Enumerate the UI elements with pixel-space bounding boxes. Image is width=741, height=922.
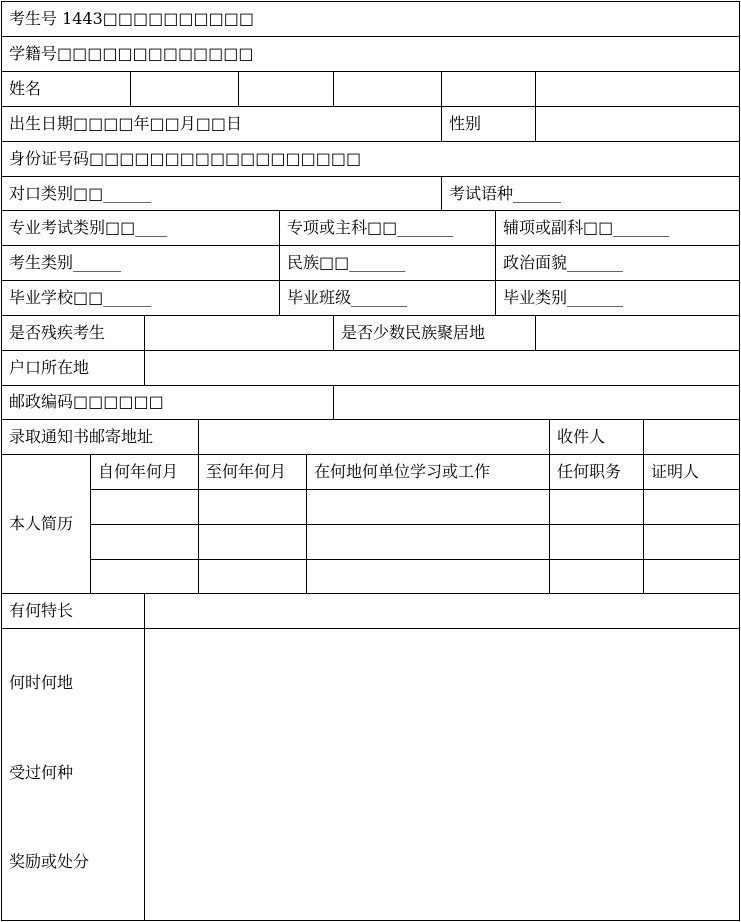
cell-divider: [333, 385, 334, 419]
cell-divider: [549, 454, 550, 593]
row-divider: [1, 280, 740, 281]
graduate-school-field: 毕业学校□□______: [9, 288, 152, 307]
cell-divider: [441, 71, 442, 106]
table-border-left: [1, 1, 2, 921]
row-divider: [1, 385, 740, 386]
cell-divider: [90, 454, 91, 593]
cell-divider: [549, 419, 550, 454]
category-field: 对口类别□□______: [9, 184, 152, 203]
resume-label: 本人简历: [9, 514, 74, 533]
row-divider: [1, 593, 740, 594]
exam-language-field: 考试语种______: [449, 184, 562, 203]
row-divider: [1, 315, 740, 316]
graduate-class-field: 毕业班级_______: [287, 288, 408, 307]
id-number-field: 身份证号码□□□□□□□□□□□□□□□□□□: [9, 149, 362, 168]
table-border-top: [1, 1, 740, 2]
cell-divider: [144, 593, 145, 921]
major-exam-category-field: 专业考试类别□□____: [9, 218, 168, 237]
mailing-address-label: 录取通知书邮寄地址: [9, 427, 154, 446]
birth-date-field: 出生日期□□□□年□□月□□日: [9, 114, 242, 133]
recipient-label: 收件人: [557, 427, 606, 446]
table-border-right: [739, 1, 740, 921]
resume-to-header: 至何年何月: [206, 462, 287, 481]
resume-witness-header: 证明人: [651, 462, 700, 481]
row-divider: [1, 106, 740, 107]
minority-area-label: 是否少数民族聚居地: [341, 323, 486, 342]
cell-divider: [306, 454, 307, 593]
awards-label-line-2: 受过何种: [9, 763, 74, 782]
row-divider: [1, 210, 740, 211]
row-divider: [1, 71, 740, 72]
row-divider: [1, 628, 740, 629]
minor-subject-field: 辅项或副科□□_______: [503, 218, 670, 237]
row-divider: [1, 454, 740, 455]
political-status-field: 政治面貌_______: [503, 253, 624, 272]
cell-divider: [333, 315, 334, 350]
cell-divider: [279, 210, 280, 315]
cell-divider: [130, 71, 131, 106]
registration-form: [1, 1, 740, 921]
graduate-type-field: 毕业类别_______: [503, 288, 624, 307]
cell-divider: [333, 71, 334, 106]
resume-position-header: 任何职务: [557, 462, 622, 481]
row-divider: [1, 245, 740, 246]
cell-divider: [198, 419, 199, 454]
cell-divider: [535, 71, 536, 106]
resume-place-header: 在何地何单位学习或工作: [314, 462, 491, 481]
cell-divider: [441, 176, 442, 210]
disabled-label: 是否残疾考生: [9, 323, 106, 342]
row-divider: [1, 141, 740, 142]
exam-number-field: 考生号 1443□□□□□□□□□□: [9, 9, 254, 28]
cell-divider: [643, 454, 644, 593]
examinee-category-field: 考生类别______: [9, 253, 122, 272]
table-border-bottom: [1, 920, 740, 921]
cell-divider: [238, 71, 239, 106]
cell-divider: [535, 106, 536, 141]
cell-divider: [144, 350, 145, 385]
awards-label-line-3: 奖励或处分: [9, 852, 90, 871]
specialty-label: 有何特长: [9, 601, 74, 620]
name-label: 姓名: [9, 79, 42, 98]
cell-divider: [535, 315, 536, 350]
cell-divider: [643, 419, 644, 454]
resume-from-header: 自何年何月: [98, 462, 179, 481]
gender-label: 性别: [449, 114, 482, 133]
student-number-field: 学籍号□□□□□□□□□□□□□: [9, 44, 254, 63]
cell-divider: [441, 106, 442, 141]
ethnicity-field: 民族□□_______: [287, 253, 406, 272]
awards-label-line-1: 何时何地: [9, 673, 74, 692]
row-divider: [1, 419, 740, 420]
cell-divider: [198, 454, 199, 593]
major-subject-field: 专项或主科□□_______: [287, 218, 454, 237]
cell-divider: [495, 210, 496, 315]
row-divider: [1, 36, 740, 37]
household-label: 户口所在地: [9, 358, 90, 377]
cell-divider: [144, 315, 145, 350]
row-divider: [1, 350, 740, 351]
postcode-field: 邮政编码□□□□□□: [9, 392, 164, 411]
row-divider: [1, 176, 740, 177]
